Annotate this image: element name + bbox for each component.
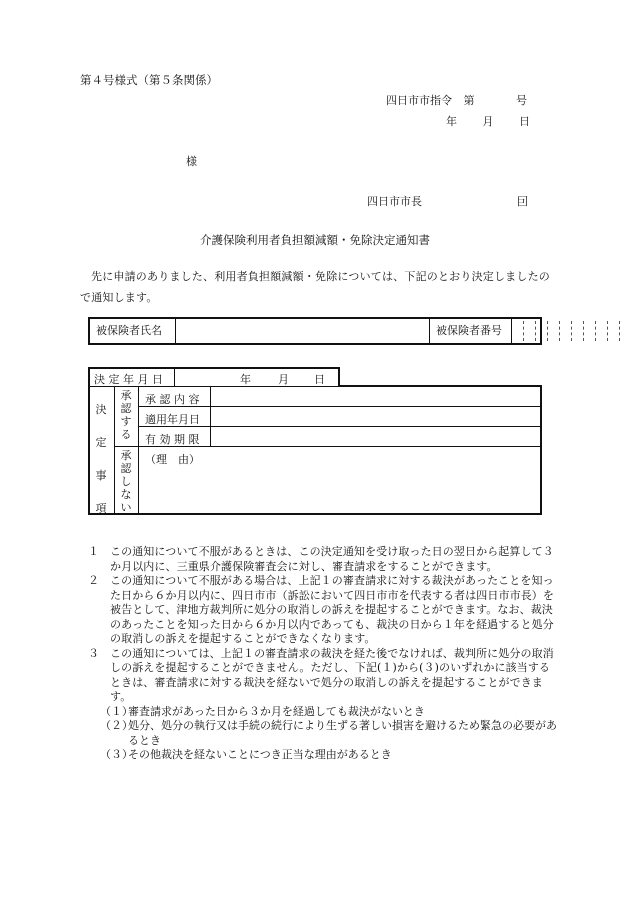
note-item — [88, 647, 558, 705]
sub-note-item — [88, 705, 558, 720]
sub-note-text: 審査請求があった日から３か月を経過しても裁決がないとき — [128, 704, 425, 718]
issue-date — [446, 113, 530, 129]
ref-no-label: 第 — [463, 94, 475, 107]
not-approve-label: 承認しない — [120, 449, 132, 514]
date-day: 日 — [519, 115, 530, 128]
notes-section — [88, 545, 558, 763]
intro-paragraph: 先に申請のありました、利用者負担額減額・免除については、下記のとおり決定しましたので通知します。 — [80, 270, 550, 304]
note-text: この通知について不服があるときは、この決定通知を受け取った日の翌日から起算して３か月以内に、三重県介護保険審査会に対し、審査請求をすることができます。 — [110, 545, 554, 573]
decision-date-label: 決 定 年 月 日 — [94, 373, 163, 386]
decision-matters-label: 決定事項 — [95, 403, 107, 515]
note-item — [88, 545, 558, 574]
decision-date-year: 年 — [240, 373, 251, 386]
reason-label: （理 由） — [145, 453, 200, 466]
sub-note-text: 処分、処分の執行又は手続の続行により生ずる著しい損害を避けるため緊急の必要があるとき — [128, 719, 557, 747]
note-number: ３ — [88, 646, 100, 660]
sub-note-text: その他裁決を経ないことにつき正当な理由があるとき — [128, 748, 392, 761]
insured-name-label: 被保険者氏名 — [90, 319, 176, 343]
ref-prefix: 四日市市指令 — [386, 94, 452, 107]
reference-number — [386, 92, 536, 108]
approve-label: 承認する — [120, 389, 132, 441]
insured-name-field[interactable] — [176, 319, 430, 343]
valid-period-label: 有 効 期 限 — [145, 433, 200, 446]
sub-note-item — [88, 748, 558, 763]
note-text: この通知については、上記１の審査請求の裁決を経た後でなければ、裁判所に処分の取消しの訴えを提起することができません。ただし、下記(１)から(３)のいずれかに該当するときは、審査請求に対する裁決を経ないで処分の取消しの訴えを提起することができます。 — [110, 646, 554, 703]
date-month: 月 — [482, 115, 494, 128]
seal-mark: 囙 — [517, 195, 528, 208]
decision-table — [88, 367, 542, 515]
date-year: 年 — [446, 115, 457, 128]
note-item — [88, 574, 558, 647]
decision-date-month: 月 — [278, 373, 289, 386]
insured-info-table — [88, 317, 542, 345]
sub-note-item — [88, 719, 558, 748]
note-number: １ — [88, 545, 100, 558]
applicable-date-label: 適用年月日 — [145, 413, 200, 426]
addressee-suffix: 様 — [186, 155, 197, 168]
insured-number-label: 被保険者番号 — [430, 319, 512, 343]
ref-go-label: 号 — [516, 94, 527, 107]
form-number: 第４号様式（第５条関係） — [80, 73, 218, 87]
note-number: ２ — [88, 574, 100, 587]
sub-note-number: （３） — [100, 748, 133, 761]
document-title: 介護保険利用者負担額減額・免除決定通知書 — [200, 233, 430, 247]
note-text: この通知について不服がある場合は、上記１の審査請求に対する裁決があったことを知った日から６か月以内に、四日市市（訴訟において四日市市を代表する者は四日市市長）を被告として、津地方裁判所に処分の取消しの訴えを提起することができます。なお、裁決のあったことを知った日から６か月以内であっても、裁決の日から１年を経過すると処分の取消しの訴えを提起することができなくなります。 — [110, 574, 554, 645]
issuer: 四日市市長 — [367, 195, 422, 208]
sub-note-number: （１） — [100, 704, 133, 718]
approval-content-label: 承 認 内 容 — [145, 393, 200, 406]
insured-number-field[interactable] — [512, 319, 630, 343]
sub-note-number: （２） — [100, 719, 133, 732]
decision-date-day: 日 — [314, 373, 325, 386]
